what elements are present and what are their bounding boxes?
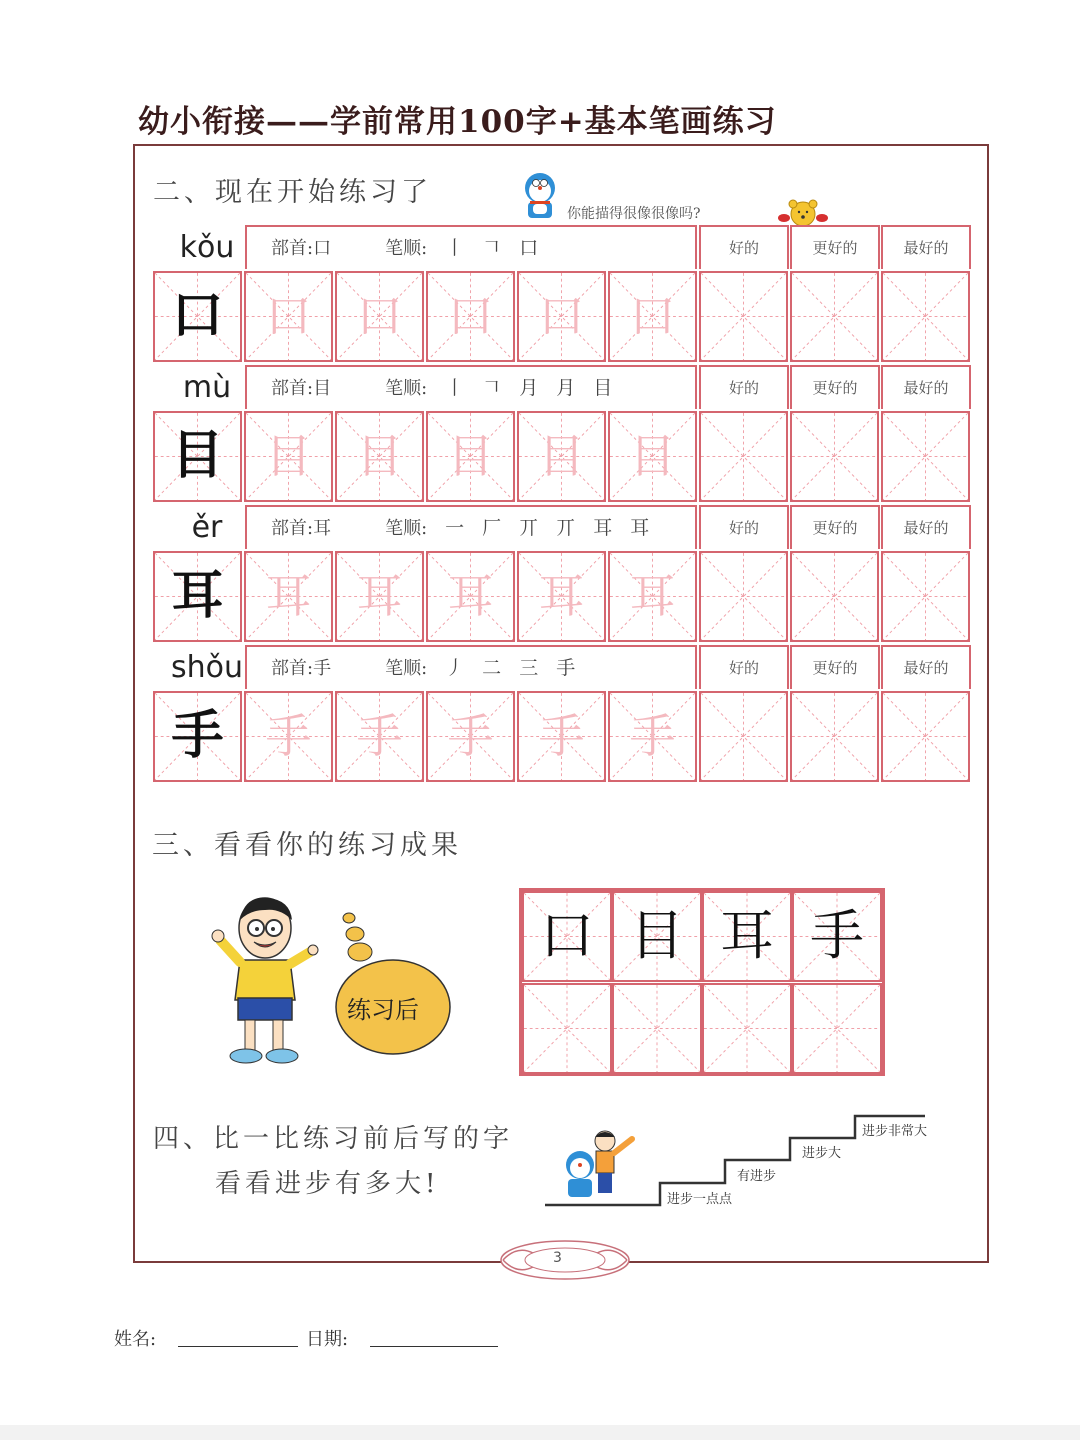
- radical-stroke-info: [245, 365, 697, 409]
- trace-character: 手: [538, 709, 585, 763]
- rating-label: 好的: [699, 505, 789, 549]
- stroke-step: 𠃍: [482, 237, 502, 259]
- writing-cell[interactable]: [335, 691, 424, 782]
- writing-cell[interactable]: [244, 691, 333, 782]
- stroke-step: 月: [556, 377, 576, 399]
- model-character: 耳: [171, 565, 224, 626]
- rating-label: 好的: [699, 365, 789, 409]
- result-character: 手: [810, 904, 864, 967]
- trace-character: 手: [265, 709, 312, 763]
- stroke-label: 笔顺:: [385, 658, 428, 679]
- hint-text: 你能描得很像很像吗?: [567, 206, 701, 222]
- section3-heading: 三、看看你的练习成果: [152, 830, 462, 861]
- writing-cell[interactable]: [153, 691, 242, 782]
- trace-character: 口: [356, 289, 403, 343]
- boy-character-icon: [210, 890, 320, 1065]
- stroke-label: 笔顺:: [385, 518, 428, 539]
- stroke-step: 二: [482, 657, 502, 679]
- rating-label: 最好的: [881, 645, 971, 689]
- stroke-step: 厂: [482, 517, 502, 539]
- stroke-step: 目: [593, 377, 613, 399]
- writing-cell[interactable]: [881, 551, 970, 642]
- page-title: 幼小衔接——学前常用100字+基本笔画练习: [138, 104, 777, 140]
- rating-label: 好的: [699, 225, 789, 269]
- radical-value: 目: [313, 378, 332, 399]
- stroke-step: 丿: [445, 657, 465, 679]
- stroke-step: 一: [445, 517, 465, 539]
- pinyin-label: shǒu: [170, 650, 243, 685]
- stroke-step: 口: [519, 237, 539, 259]
- writing-cell[interactable]: [790, 551, 879, 642]
- trace-character: 口: [265, 289, 312, 343]
- trace-character: 口: [629, 289, 676, 343]
- rating-label: 最好的: [881, 365, 971, 409]
- writing-grid-row: [153, 691, 970, 782]
- trace-character: 耳: [265, 569, 312, 623]
- writing-cell[interactable]: [335, 271, 424, 362]
- writing-cell[interactable]: [153, 271, 242, 362]
- writing-cell[interactable]: [517, 411, 606, 502]
- doraemon-icon: [520, 172, 560, 222]
- writing-cell[interactable]: [881, 691, 970, 782]
- character-block: [153, 225, 970, 365]
- result-cell[interactable]: [792, 983, 882, 1074]
- date-label: 日期:: [306, 1329, 349, 1350]
- pinyin-label: mù: [182, 370, 232, 405]
- writing-cell[interactable]: [244, 551, 333, 642]
- rating-label: 最好的: [881, 505, 971, 549]
- stroke-step: 丨: [445, 237, 465, 259]
- rating-label: 更好的: [790, 645, 880, 689]
- result-character: 目: [630, 904, 684, 967]
- writing-cell[interactable]: [517, 271, 606, 362]
- stair-label: 进步大: [802, 1146, 842, 1161]
- character-block: [153, 505, 970, 645]
- stroke-step: 手: [556, 657, 576, 679]
- writing-cell[interactable]: [608, 551, 697, 642]
- section4-line2: 看看进步有多大!: [215, 1169, 440, 1199]
- writing-grid-row: [153, 411, 970, 502]
- result-character: 口: [540, 904, 594, 967]
- writing-cell[interactable]: [699, 691, 788, 782]
- trace-character: 耳: [538, 569, 585, 623]
- name-field[interactable]: [178, 1346, 298, 1347]
- writing-cell[interactable]: [153, 411, 242, 502]
- trace-character: 手: [447, 709, 494, 763]
- result-character: 耳: [720, 904, 774, 967]
- trace-character: 耳: [629, 569, 676, 623]
- writing-cell[interactable]: [699, 411, 788, 502]
- stroke-step: 耳: [630, 517, 650, 539]
- stroke-step: 三: [519, 657, 539, 679]
- pinyin-label: kǒu: [179, 230, 235, 265]
- result-cell[interactable]: [702, 983, 792, 1074]
- radical-label: 部首:: [271, 518, 314, 539]
- result-grid: [519, 888, 885, 1076]
- writing-cell[interactable]: [426, 411, 515, 502]
- stroke-label: 笔顺:: [385, 238, 428, 259]
- writing-cell[interactable]: [426, 551, 515, 642]
- writing-cell[interactable]: [699, 551, 788, 642]
- writing-cell[interactable]: [517, 691, 606, 782]
- writing-cell[interactable]: [790, 691, 879, 782]
- writing-cell[interactable]: [790, 271, 879, 362]
- rating-label: 更好的: [790, 225, 880, 269]
- page-number: 3: [553, 1250, 562, 1266]
- rating-label: 最好的: [881, 225, 971, 269]
- stroke-step: 𠃍: [482, 377, 502, 399]
- trace-character: 手: [356, 709, 403, 763]
- rating-label: 更好的: [790, 505, 880, 549]
- radical-label: 部首:: [271, 378, 314, 399]
- radical-stroke-info: [245, 505, 697, 549]
- writing-cell[interactable]: [608, 691, 697, 782]
- stroke-step: 月: [519, 377, 539, 399]
- stroke-step: 丌: [556, 517, 576, 539]
- stroke-step: 丌: [519, 517, 539, 539]
- model-character: 手: [171, 705, 224, 766]
- trace-character: 手: [629, 709, 676, 763]
- trace-character: 目: [265, 429, 312, 483]
- trace-character: 目: [538, 429, 585, 483]
- writing-grid-row: [153, 551, 970, 642]
- pinyin-label: ěr: [191, 510, 223, 545]
- writing-grid-row: [153, 271, 970, 362]
- radical-label: 部首:: [271, 238, 314, 259]
- model-character: 目: [171, 425, 224, 486]
- result-cell[interactable]: [522, 891, 612, 982]
- trace-character: 口: [538, 289, 585, 343]
- result-cell[interactable]: [612, 891, 702, 982]
- writing-cell[interactable]: [153, 551, 242, 642]
- stair-label: 进步一点点: [667, 1192, 733, 1207]
- writing-cell[interactable]: [881, 271, 970, 362]
- section2-heading: 二、现在开始练习了: [153, 177, 432, 208]
- radical-stroke-info: [245, 645, 697, 689]
- stroke-step: 丨: [445, 377, 465, 399]
- result-cell[interactable]: [522, 983, 612, 1074]
- bubble-text: 练习后: [347, 996, 419, 1024]
- writing-cell[interactable]: [244, 271, 333, 362]
- model-character: 口: [171, 285, 224, 346]
- writing-cell[interactable]: [426, 271, 515, 362]
- writing-cell[interactable]: [244, 411, 333, 502]
- writing-cell[interactable]: [335, 551, 424, 642]
- writing-cell[interactable]: [335, 411, 424, 502]
- character-block: [153, 365, 970, 505]
- writing-cell[interactable]: [426, 691, 515, 782]
- stroke-step: 耳: [593, 517, 613, 539]
- radical-stroke-info: [245, 225, 697, 269]
- writing-cell[interactable]: [608, 411, 697, 502]
- writing-cell[interactable]: [608, 271, 697, 362]
- radical-label: 部首:: [271, 658, 314, 679]
- result-cell[interactable]: [612, 983, 702, 1074]
- section4-line1: 四、比一比练习前后写的字: [153, 1124, 514, 1154]
- character-block: [153, 645, 970, 785]
- radical-value: 耳: [313, 518, 332, 539]
- writing-cell[interactable]: [517, 551, 606, 642]
- result-cell[interactable]: [702, 891, 792, 982]
- stair-label: 进步非常大: [862, 1124, 928, 1139]
- writing-cell[interactable]: [699, 271, 788, 362]
- rating-label: 好的: [699, 645, 789, 689]
- trace-character: 耳: [447, 569, 494, 623]
- trace-character: 耳: [356, 569, 403, 623]
- trace-character: 目: [447, 429, 494, 483]
- date-field[interactable]: [370, 1346, 498, 1347]
- radical-value: 口: [313, 238, 332, 259]
- stroke-label: 笔顺:: [385, 378, 428, 399]
- writing-cell[interactable]: [790, 411, 879, 502]
- stair-label: 有进步: [737, 1169, 777, 1184]
- radical-value: 手: [313, 658, 332, 679]
- trace-character: 目: [356, 429, 403, 483]
- writing-cell[interactable]: [881, 411, 970, 502]
- page-ornament: [497, 1237, 633, 1283]
- rating-label: 更好的: [790, 365, 880, 409]
- trace-character: 目: [629, 429, 676, 483]
- result-cell[interactable]: [792, 891, 882, 982]
- name-label: 姓名:: [114, 1329, 157, 1350]
- trace-character: 口: [447, 289, 494, 343]
